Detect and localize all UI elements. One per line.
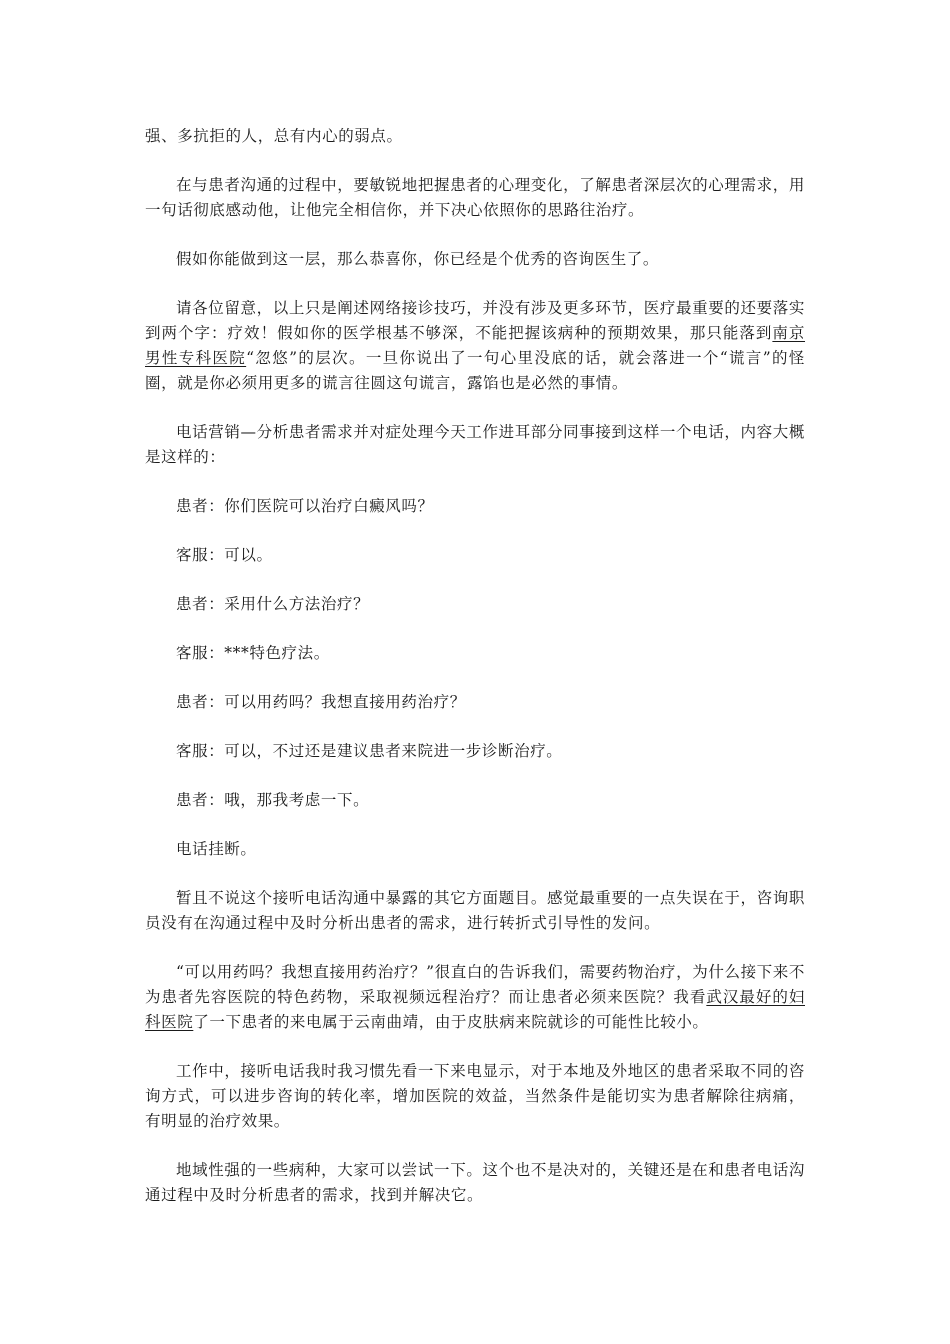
paragraph (145, 124, 805, 149)
paragraph (145, 543, 805, 568)
paragraph-text: 电话营销—分析患者需求并对症处理今天工作进耳部分同事接到这样一个电话，内容大概是这样的： (145, 423, 805, 466)
paragraph-text: 了一下患者的来电属于云南曲靖，由于皮肤病来院就诊的可能性比较小。 (193, 1013, 709, 1031)
paragraph (145, 1059, 805, 1134)
paragraph-text: 患者：你们医院可以治疗白癜风吗？ (176, 497, 434, 515)
paragraph-text: 在与患者沟通的过程中，要敏锐地把握患者的心理变化，了解患者深层次的心理需求，用一句话彻底感动他，让他完全相信你，并下决心依照你的思路往治疗。 (145, 176, 805, 219)
paragraph-text: 客服：***特色疗法。 (176, 644, 330, 662)
paragraph (145, 1158, 805, 1208)
paragraph (145, 173, 805, 223)
paragraph (145, 641, 805, 666)
paragraph-text: “可以用药吗？我想直接用药治疗？”很直白的告诉我们，需要药物治疗，为什么接下来不为患者先容医院的特色药物，采取视频远程治疗？而让患者必须来医院？我看 (145, 963, 805, 1006)
paragraph (145, 886, 805, 936)
paragraph (145, 420, 805, 470)
paragraph-text: 客服：可以，不过还是建议患者来院进一步诊断治疗。 (176, 742, 563, 760)
paragraph (145, 494, 805, 519)
inline-link[interactable]: 南京男性专科医院 (145, 324, 806, 367)
paragraph-text: “忽悠”的层次。一旦你说出了一句心里没底的话，就会落进一个“谎言”的怪圈，就是你必须用更多的谎言往圆这句谎言，露馅也是必然的事情。 (145, 349, 805, 392)
paragraph-text: 暂且不说这个接听电话沟通中暴露的其它方面题目。感觉最重要的一点失误在于，咨询职员没有在沟通过程中及时分析出患者的需求，进行转折式引导性的发问。 (145, 889, 805, 932)
paragraph (145, 592, 805, 617)
inline-link[interactable]: 武汉最好的妇科医院 (145, 988, 805, 1031)
paragraph-text: 请各位留意，以上只是阐述网络接诊技巧，并没有涉及更多环节，医疗最重要的还要落实到两个字：疗效！假如你的医学根基不够深，不能把握该病种的预期效果，那只能落到 (145, 299, 805, 342)
paragraph-text: 患者：采用什么方法治疗？ (176, 595, 370, 613)
paragraph-text: 地域性强的一些病种，大家可以尝试一下。这个也不是决对的，关键还是在和患者电话沟通过程中及时分析患者的需求，找到并解决它。 (145, 1161, 805, 1204)
paragraph-text: 客服：可以。 (176, 546, 273, 564)
paragraph (145, 837, 805, 862)
paragraph (145, 739, 805, 764)
paragraph (145, 296, 805, 396)
paragraph (145, 788, 805, 813)
paragraph (145, 960, 805, 1035)
paragraph (145, 690, 805, 715)
paragraph-text: 电话挂断。 (176, 840, 257, 858)
paragraph-text: 工作中，接听电话我时我习惯先看一下来电显示，对于本地及外地区的患者采取不同的咨询方式，可以进步咨询的转化率，增加医院的效益，当然条件是能切实为患者解除往病痛，有明显的治疗效果。 (145, 1062, 805, 1130)
paragraph-text: 患者：可以用药吗？我想直接用药治疗？ (176, 693, 466, 711)
document-body (145, 124, 805, 1232)
paragraph-text: 强、多抗拒的人，总有内心的弱点。 (145, 127, 403, 145)
paragraph (145, 247, 805, 272)
paragraph-text: 假如你能做到这一层，那么恭喜你，你已经是个优秀的咨询医生了。 (176, 250, 660, 268)
paragraph-text: 患者：哦，那我考虑一下。 (176, 791, 370, 809)
